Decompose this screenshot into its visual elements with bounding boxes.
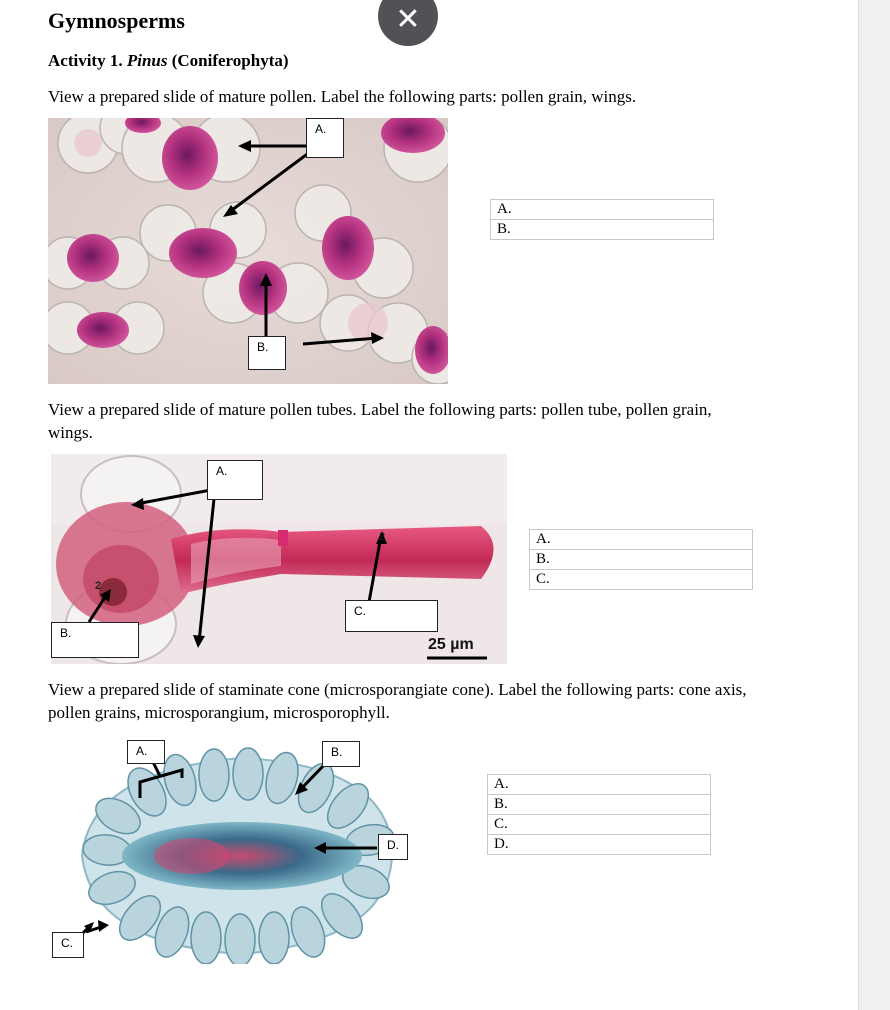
scrollbar[interactable]	[858, 0, 890, 1010]
answer-field-c[interactable]: C.	[488, 815, 711, 835]
cone-label-b: B.	[322, 741, 360, 767]
cone-label-c: C.	[52, 932, 84, 958]
pollen-answer-table	[490, 199, 714, 240]
cone-label-a: A.	[127, 740, 165, 764]
answer-field-d[interactable]: D.	[488, 835, 711, 855]
answer-field-b[interactable]: B.	[488, 795, 711, 815]
staminate-cone-slide-image	[52, 740, 415, 964]
cone-label-d: D.	[378, 834, 408, 860]
answer-field-b[interactable]: B.	[491, 220, 714, 240]
answer-field-c[interactable]: C.	[530, 570, 753, 590]
section1-instruction: View a prepared slide of mature pollen. Label the following parts: pollen grain, wings.	[48, 87, 637, 106]
activity-heading	[48, 51, 289, 71]
answer-field-a[interactable]: A.	[530, 530, 753, 550]
close-button[interactable]: ✕	[378, 0, 438, 46]
scale-bar-label: 25 µm	[428, 636, 474, 653]
page-title: Gymnosperms	[48, 8, 185, 33]
pollen-label-a: A.	[306, 118, 344, 158]
activity-suffix: (Coniferophyta)	[167, 51, 289, 70]
tube-label-a: A.	[207, 460, 263, 500]
tube-answer-table	[529, 529, 753, 590]
activity-prefix: Activity 1.	[48, 51, 127, 70]
answer-field-a[interactable]: A.	[491, 200, 714, 220]
answer-field-a[interactable]: A.	[488, 775, 711, 795]
pollen-label-b: B.	[248, 336, 286, 370]
activity-genus: Pinus	[126, 51, 168, 70]
section2-instruction: View a prepared slide of mature pollen tubes. Label the following parts: pollen tube, pollen grain, wings.	[48, 400, 712, 442]
svg-text:2: 2	[95, 580, 102, 592]
tube-label-c: C.	[345, 600, 438, 632]
section3-instruction: View a prepared slide of staminate cone (microsporangiate cone). Label the following parts: cone axis, pollen grains, microsporangium, microsporophyll.	[48, 680, 747, 722]
svg-text:2: 2	[379, 531, 386, 543]
cone-answer-table	[487, 774, 711, 855]
answer-field-b[interactable]: B.	[530, 550, 753, 570]
tube-label-b: B.	[51, 622, 139, 658]
